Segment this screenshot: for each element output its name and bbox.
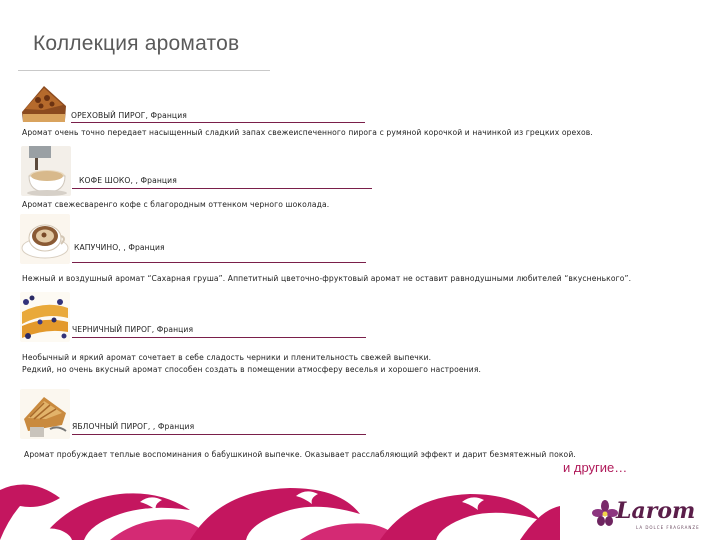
apple-pie-icon (20, 389, 70, 439)
nut-pie-icon (19, 76, 69, 126)
cappuccino-icon (20, 214, 70, 264)
orchid-flower-icon (592, 500, 618, 526)
item-name: ЧЕРНИЧНЫЙ ПИРОГ, Франция (72, 325, 194, 334)
item-description: Аромат свежесваренго кофе с благородным оттенком черного шоколада. (22, 200, 330, 209)
logo-tagline: LA DOLCE FRAGRANZE (636, 525, 700, 530)
item-name: КОФЕ ШОКО, , Франция (79, 176, 177, 185)
item-description: Редкий, но очень вкусный аромат способен создать в помещении атмосферу веселья и хорошего настроения. (22, 365, 482, 374)
item-divider (71, 122, 365, 123)
coffee-cup-icon (21, 146, 71, 196)
item-name: ОРЕХОВЫЙ ПИРОГ, Франция (71, 111, 187, 120)
item-name: ЯБЛОЧНЫЙ ПИРОГ, , Франция (72, 422, 195, 431)
page-title: Коллекция ароматов (33, 32, 240, 55)
item-description: Нежный и воздушный аромат “Сахарная груша”. Аппетитный цветочно-фруктовый аромат не оставит равнодушными любителей “вкусненького”. (22, 274, 632, 283)
item-description: Аромат очень точно передает насыщенный сладкий запах свежеиспеченного пирога с румяной корочкой и начинкой из грецких орехов. (22, 128, 593, 137)
logo-wordmark: Larom (616, 498, 696, 524)
item-divider (72, 434, 366, 435)
and-others-label: и другие… (563, 460, 628, 475)
brand-logo (592, 496, 710, 536)
item-description: Необычный и яркий аромат сочетает в себе сладость черники и пленительность свежей выпечки. (22, 353, 432, 362)
item-description: Аромат пробуждает теплые воспоминания о бабушкиной выпечке. Оказывает расслабляющий эффект и дарит безмятежный покой. (24, 450, 576, 459)
item-divider (72, 337, 366, 338)
item-divider (72, 188, 372, 189)
item-name: КАПУЧИНО, , Франция (74, 243, 165, 252)
blueberry-pie-icon (20, 292, 70, 342)
item-divider (72, 262, 366, 263)
ornament-decoration (0, 480, 560, 540)
